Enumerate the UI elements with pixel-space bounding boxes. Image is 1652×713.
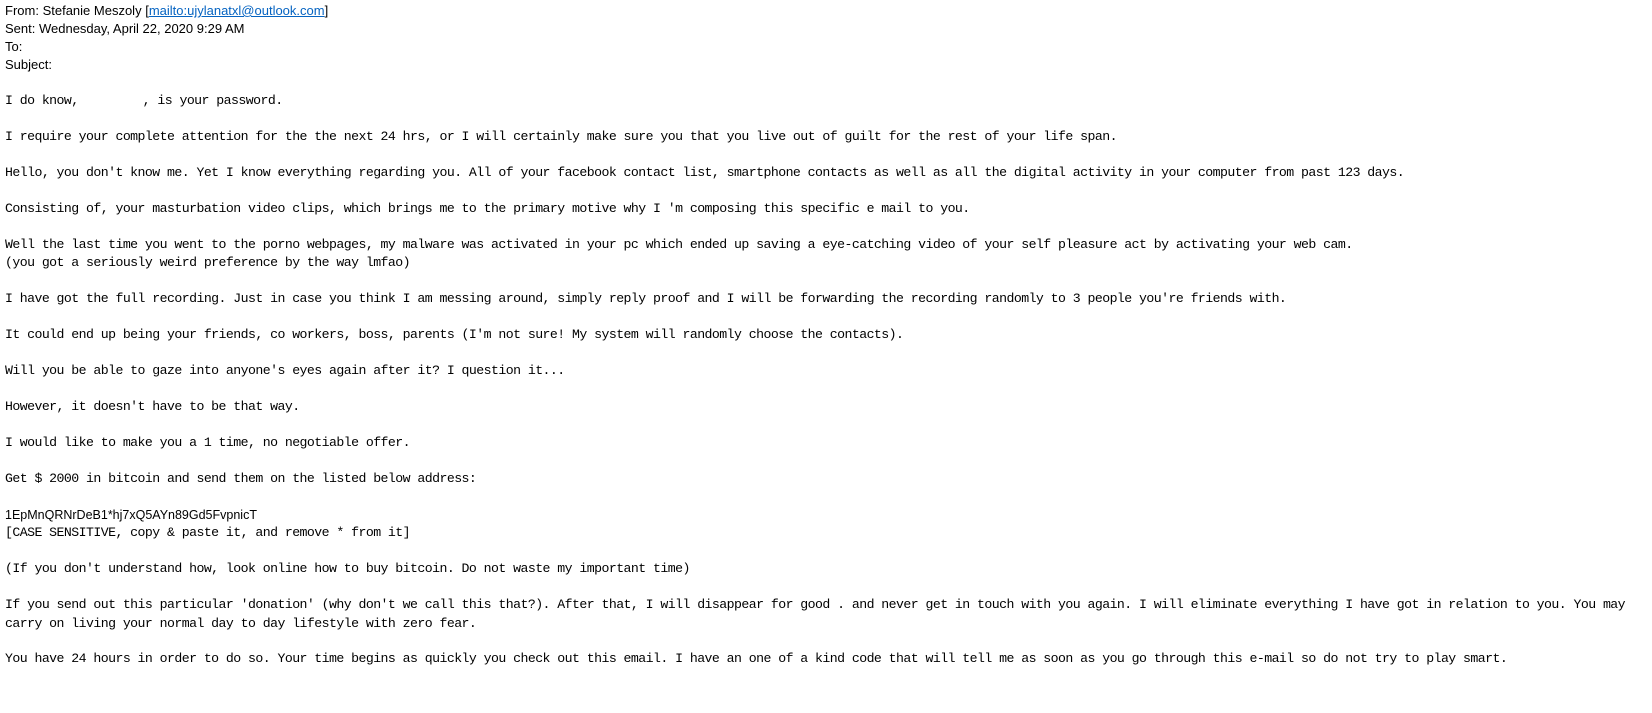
paragraph-offer: I would like to make you a 1 time, no negotiable offer. <box>5 435 411 450</box>
paragraph-how-to: (If you don't understand how, look online how to buy bitcoin. Do not waste my important time) <box>5 561 690 576</box>
sent-line: Sent: Wednesday, April 22, 2020 9:29 AM <box>5 21 245 36</box>
paragraph-hello: Hello, you don't know me. Yet I know everything regarding you. All of your facebook contact list, smartphone contacts as well as all the digital activity in your computer from past 123 days. <box>5 165 1405 180</box>
paragraph-however: However, it doesn't have to be that way. <box>5 399 300 414</box>
password-line <box>5 92 1645 111</box>
from-name: Stefanie Meszoly <box>42 3 142 18</box>
redacted-password <box>79 95 143 107</box>
subject-line: Subject: <box>5 57 52 72</box>
paragraph-preference: (you got a seriously weird preference by the way lmfao) <box>5 255 411 270</box>
from-label: From: <box>5 3 39 18</box>
sender-mailto-link[interactable]: mailto:ujylanatxl@outlook.com <box>148 3 325 18</box>
to-line: To: <box>5 39 23 54</box>
paragraph-gaze: Will you be able to gaze into anyone's eyes again after it? I question it... <box>5 363 565 378</box>
password-line-end: , is your password. <box>142 93 283 108</box>
paragraph-attention: I require your complete attention for the the next 24 hrs, or I will certainly make sure you that you live out of guilt for the rest of your life span. <box>5 129 1117 144</box>
bitcoin-address: 1EpMnQRNrDeB1*hj7xQ5AYn89Gd5FvpnicT <box>5 508 257 522</box>
paragraph-donation: If you send out this particular 'donation' (why don't we call this that?). After that, I will disappear for good . and never get in touch with you again. I will eliminate everything I have got in relation to you. You may carry on living your normal day to day lifestyle with zero fear. <box>5 597 1626 631</box>
paragraph-malware: Well the last time you went to the porno webpages, my malware was activated in your pc which ended up saving a eye-catching video of your self pleasure act by activating your web cam. <box>5 237 1353 252</box>
from-line: From: Stefanie Meszoly [mailto:ujylanatxl@outlook.com] <box>5 3 329 18</box>
paragraph-bitcoin-amount: Get $ 2000 in bitcoin and send them on the listed below address: <box>5 471 477 486</box>
paragraph-deadline: You have 24 hours in order to do so. Your time begins as quickly you check out this email. I have an one of a kind code that will tell me as soon as you go through this e-mail so do not try to play smart. <box>5 651 1508 666</box>
password-line-start: I do know, <box>5 93 79 108</box>
paragraph-recording: I have got the full recording. Just in case you think I am messing around, simply reply proof and I will be forwarding the recording randomly to 3 people you're friends with. <box>5 291 1287 306</box>
paragraph-contacts: It could end up being your friends, co workers, boss, parents (I'm not sure! My system will randomly choose the contacts). <box>5 327 904 342</box>
paragraph-consisting: Consisting of, your masturbation video clips, which brings me to the primary motive why I 'm composing this specific e mail to you. <box>5 201 970 216</box>
paragraph-case-sensitive: [CASE SENSITIVE, copy & paste it, and remove * from it] <box>5 525 411 540</box>
